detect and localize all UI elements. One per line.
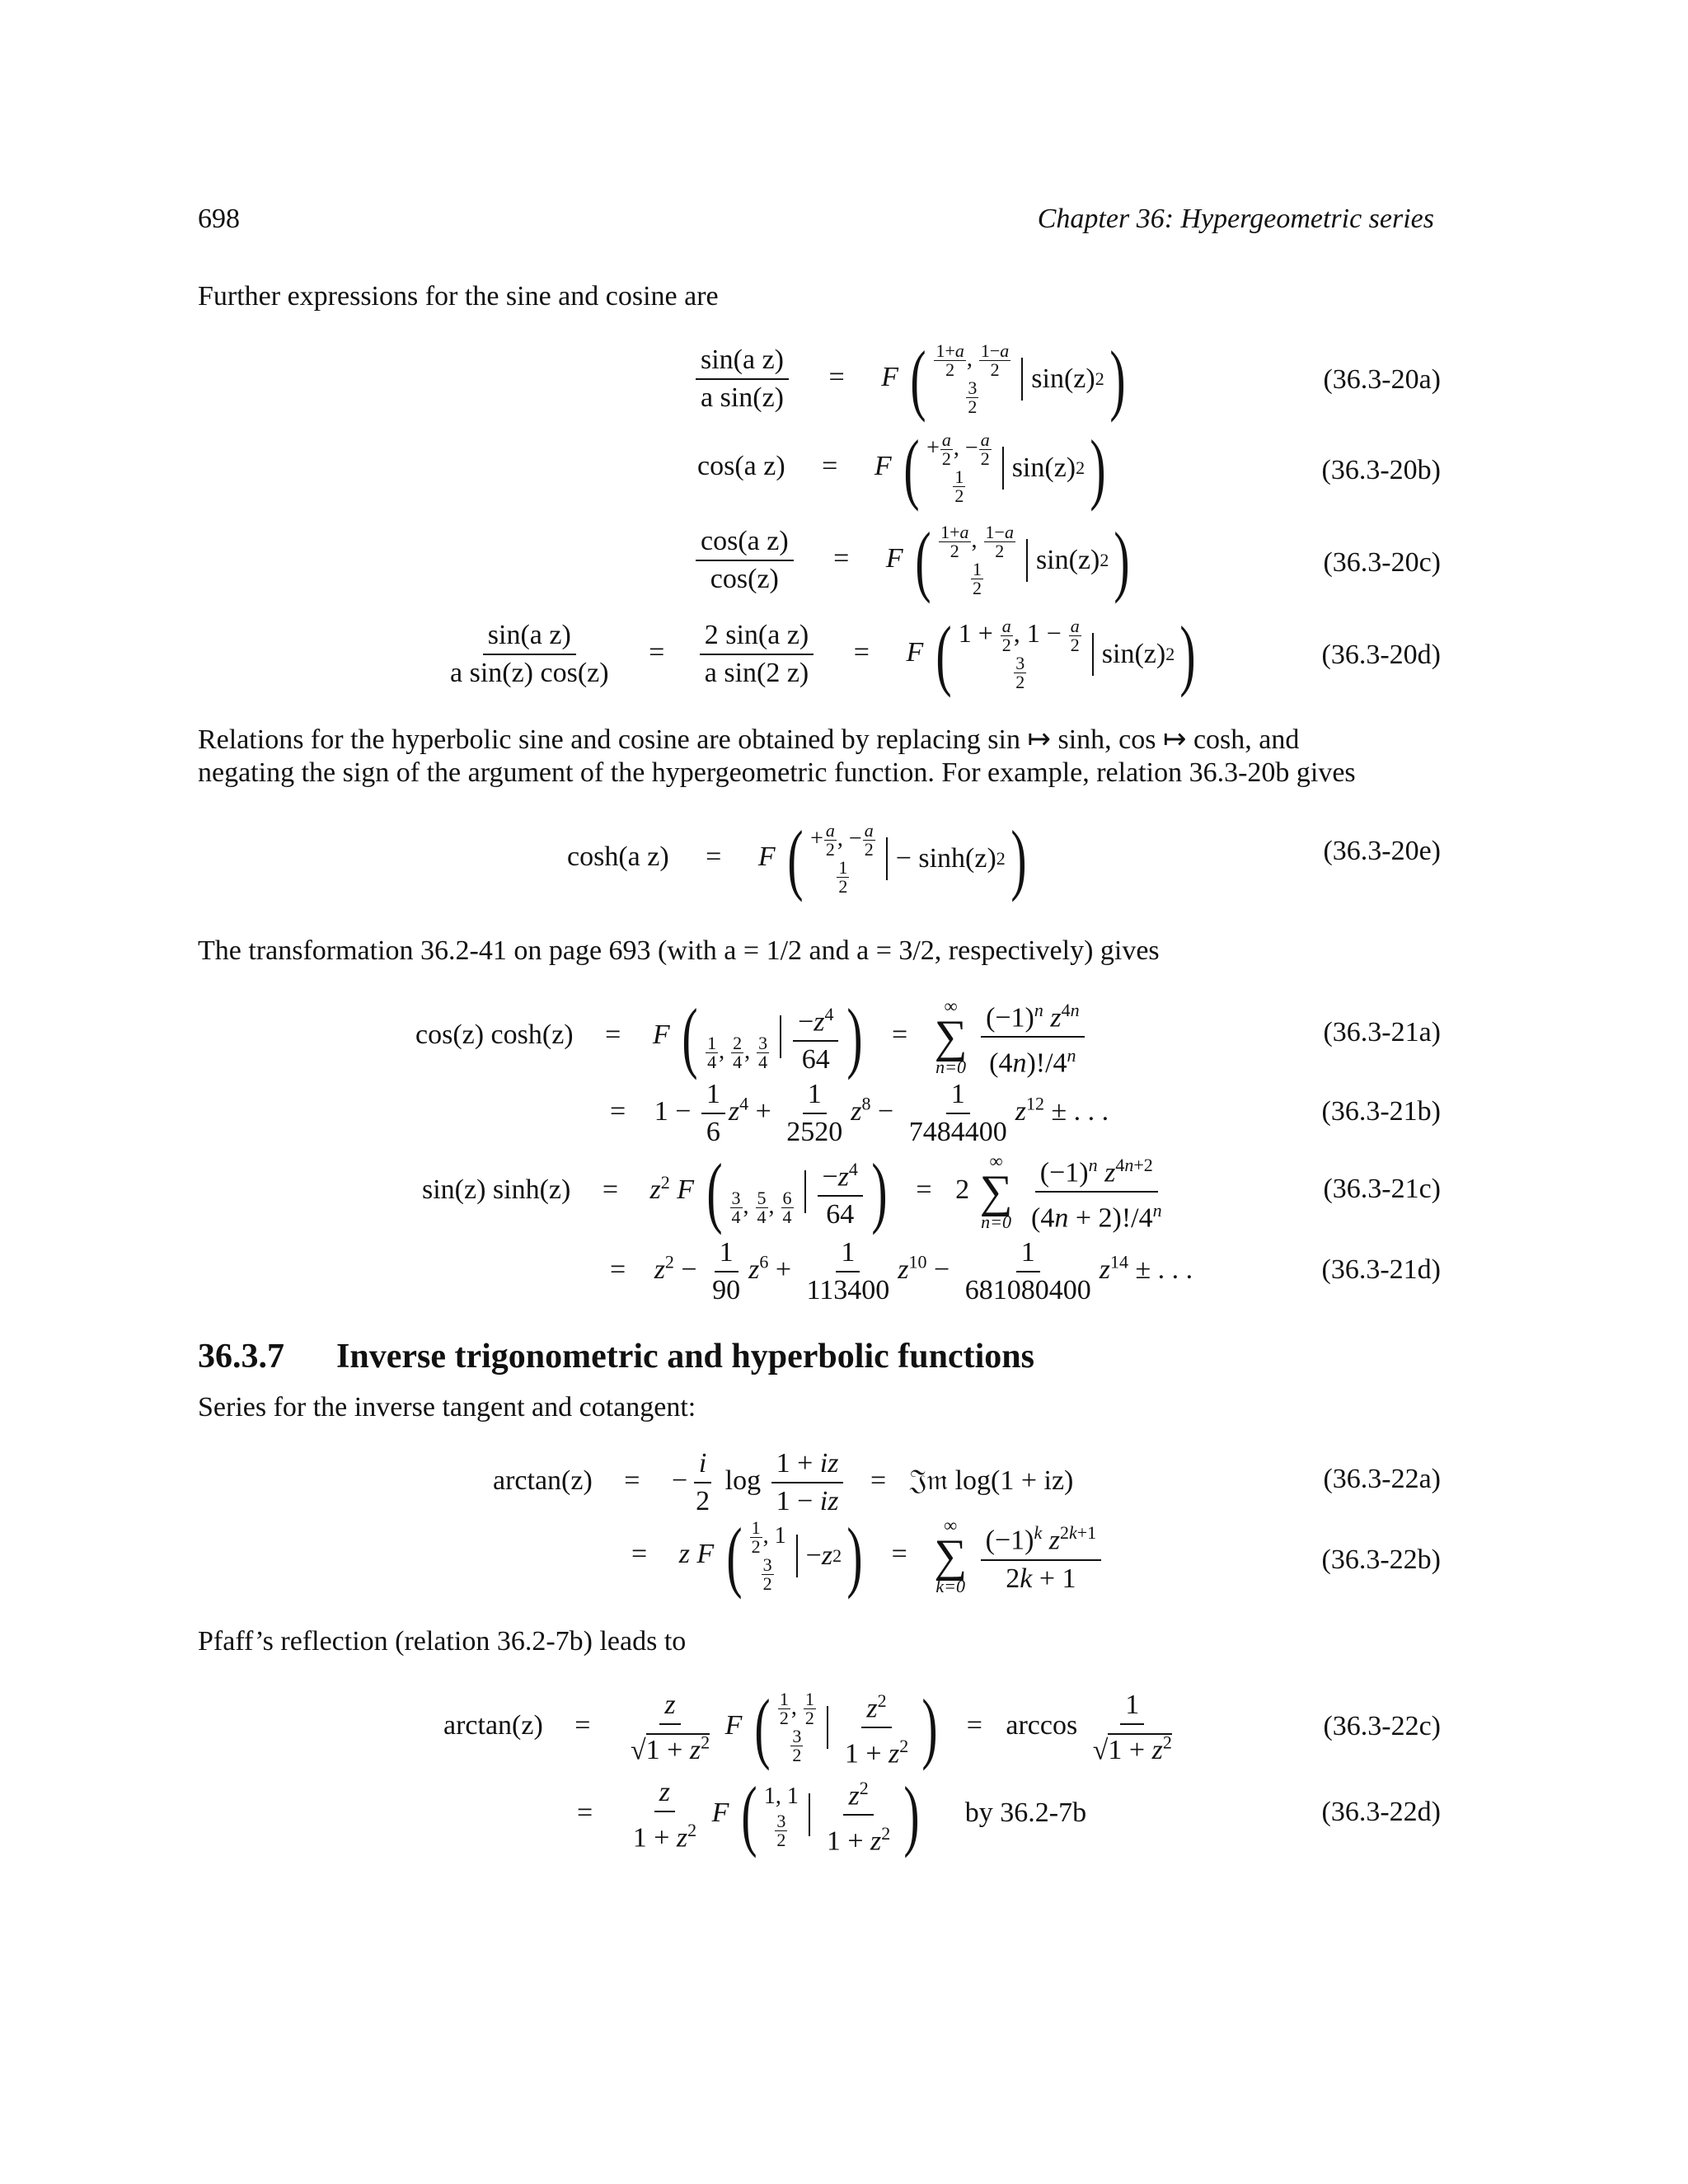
equation-20c: $\frac{\text{cos(a z)}}{\cos(z)}$ = F ( $\frac{1+a}{2}$ , $\frac{1-a}{2}$ $\frac{1}{2}$ sin(z) 2 ): [692, 521, 1135, 600]
equation-22d: = $\frac{z}{1 + z^2}$ F ( 1, 1 $\frac{3}{2}$ $\frac{z^2}{1 + z^2}$ ) by 36.2-7b: [577, 1770, 1087, 1859]
equation-22b: = z F ( $\frac{1}{2}$ , 1 $\frac{3}{2}$ − z 2 ) = ∞ ∑ k=0 $\frac{(-1)^k z^{2k+1}}{2k + 1}$: [631, 1516, 1104, 1596]
equation-21c: sin(z) $\sinh(z) = z^2$ F ( $\frac{3}{4}$ , $\frac{5}{4}$ , $\frac{6}{4}$ $\frac{-z^4}{64}$ ) = 2 ∞ ∑ n=0 $\frac{(-1)^n z^{4n+2}}{(4n + 2)!/4^n}$: [422, 1147, 1162, 1236]
equation-21b: = 1 − $\frac{1}{6}$ $z^4$ + $\frac{1}{2520}$ $z^8$ − $\frac{1}{7484400}$ $z^{12}$ ± . . .: [610, 1079, 1109, 1147]
eq-number-20b: (36.3-20b): [1321, 455, 1441, 485]
section-title: Inverse trigonometric and hyperbolic functions: [336, 1338, 1034, 1376]
eq-number-20c: (36.3-20c): [1323, 547, 1441, 578]
equation-21d: = $z^2$ − $\frac{1}{90}$ $z^6$ + $\frac{1}{113400}$ $z^{10}$ − $\frac{1}{681080400}$ $z^{14}$ ± . . .: [610, 1237, 1193, 1305]
eq-number-20a: (36.3-20a): [1323, 364, 1441, 395]
eq-number-21c: (36.3-21c): [1323, 1174, 1441, 1204]
hyperbolic-paragraph-line1: Relations for the hyperbolic sine and cosine are obtained by replacing sin ↦ sinh, cos ↦ cosh, and: [198, 724, 1300, 755]
section-number: 36.3.7: [198, 1338, 284, 1376]
pfaff-text: Pfaff’s reflection (relation 36.2-7b) leads to: [198, 1626, 687, 1657]
eq-number-20d: (36.3-20d): [1321, 640, 1441, 670]
eq-number-22c: (36.3-22c): [1323, 1711, 1441, 1741]
equation-21a: cos(z) cosh(z) = F ( $\frac{1}{4}$ , $\frac{2}{4}$ , $\frac{3}{4}$ $\frac{-z^4}{64}$ ) = ∞ ∑ n=0 $\frac{(-1)^n z^{4n}}{(4n)!/4^n}$: [415, 994, 1088, 1080]
section-heading: [198, 1337, 1034, 1376]
intro-text: Further expressions for the sine and cosine are: [198, 281, 719, 312]
equation-22a: arctan(z) = − $\frac{i}{2}$ log $\frac{1 + iz}{1 - iz}$ = 𝔍𝔪 log(1 + iz): [493, 1448, 1074, 1516]
transformation-text: The transformation 36.2-41 on page 693 (with a = 1/2 and a = 3/2, respectively) gives: [198, 935, 1160, 966]
hyperbolic-paragraph-line2: negating the sign of the argument of the hypergeometric function. For example, relation 36.3-20b gives: [198, 757, 1356, 788]
eq-number-20e: (36.3-20e): [1323, 836, 1441, 866]
eq-number-21a: (36.3-21a): [1323, 1017, 1441, 1047]
eq-number-22b: (36.3-22b): [1321, 1544, 1441, 1575]
series-intro: Series for the inverse tangent and cotangent:: [198, 1392, 696, 1422]
eq-number-21b: (36.3-21b): [1321, 1096, 1441, 1127]
equation-22c: arctan(z) = $\frac{z}{√1 + z^2}$ F ( $\frac{1}{2}$ , $\frac{1}{2}$ $\frac{3}{2}$ $\frac{z^2}{1 + z^2}$ ) = arccos $\frac{1}{√1 + z^2}$: [443, 1683, 1172, 1772]
equation-20d: $\frac{\text{sin(a z)}}{\text{a sin(z) cos(z)}}$ = $\frac{\text{2 sin(a z)}}{\text{a sin(2 z)}}$ = F ( 1 + $\frac{a}{2}$ , 1 − $\frac{a}{2}$ $\frac{3}{2}$ sin(z) 2 ): [450, 610, 1196, 698]
running-header: Chapter 36: Hypergeometric series: [1037, 204, 1434, 234]
equation-20e: cosh(a z) = F ( + $\frac{a}{2}$ , − $\frac{a}{2}$ $\frac{1}{2}$ − sinh(z) 2 ): [567, 814, 1027, 902]
eq-number-21d: (36.3-21d): [1321, 1254, 1441, 1285]
equation-20a: $\frac{\text{sin(a z)}}{\text{a sin(z)}}$ = F ( $\frac{1+a}{2}$ , $\frac{1-a}{2}$ $\frac{3}{2}$ sin(z) 2 ): [692, 340, 1131, 419]
equation-20b: cos(a z) = F ( + $\frac{a}{2}$ , − $\frac{a}{2}$ $\frac{1}{2}$ sin(z) 2 ): [697, 424, 1106, 512]
eq-number-22a: (36.3-22a): [1323, 1464, 1441, 1494]
page-number: 698: [198, 204, 240, 234]
eq-number-22d: (36.3-22d): [1321, 1797, 1441, 1827]
